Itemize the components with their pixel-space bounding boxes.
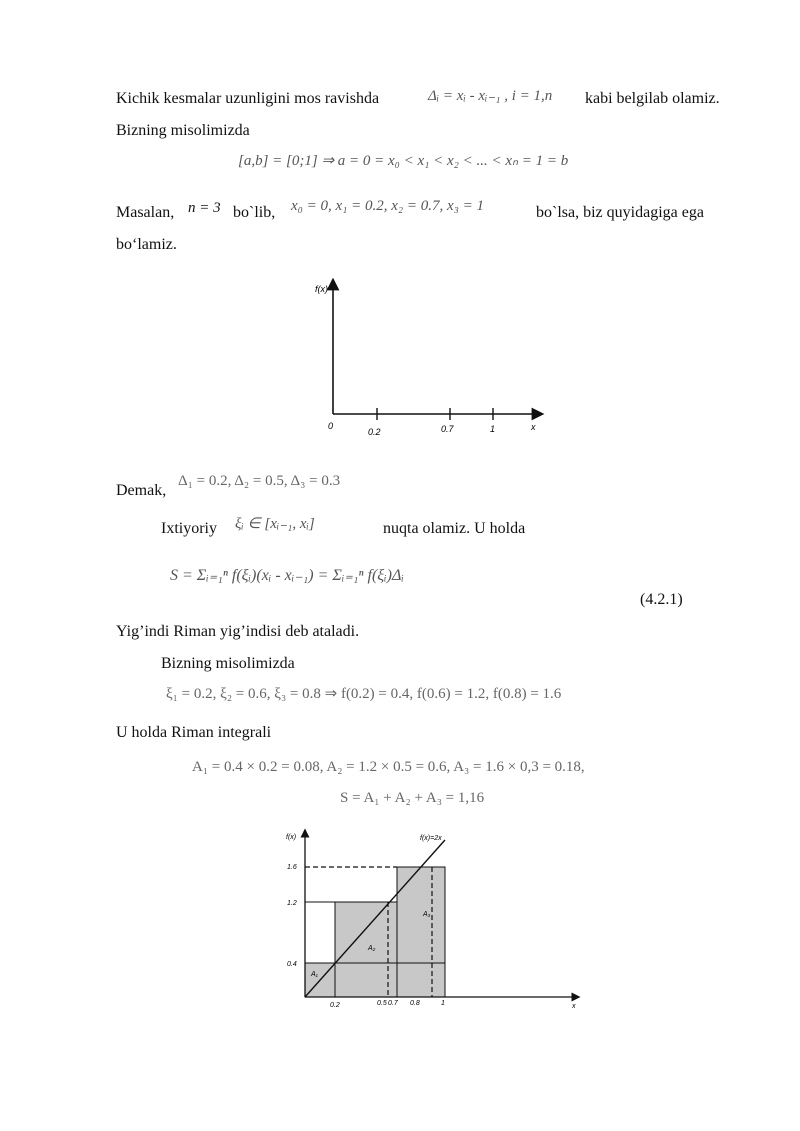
riemann-graph	[280, 825, 590, 1020]
text-bolsa: bo`lsa, biz quyidagiga ega	[536, 204, 704, 221]
formula-areas: A₁ = 0.4 × 0.2 = 0.08, A₂ = 1.2 × 0.5 = 0.6, A₃ = 1.6 × 0,3 = 0.18,	[192, 759, 585, 775]
x-tick-0.2: 0.2	[330, 1002, 340, 1009]
area-label-a2: A₂	[368, 945, 376, 952]
formula-xi: ξᵢ ∈ [xᵢ₋₁, xᵢ]	[235, 516, 315, 532]
area-label-a1: A₁	[311, 971, 318, 978]
text-ixtiyoriy: Ixtiyoriy	[161, 520, 217, 537]
formula-interval-partition: [a,b] = [0;1] ⇒ a = 0 = x₀ < x₁ < x₂ < ... < xₙ = 1 = b	[238, 153, 569, 169]
x-axis-label: x	[572, 1003, 576, 1010]
y-axis-label: f(x)	[286, 834, 297, 841]
paragraph-intro	[116, 89, 379, 109]
origin-label: 0	[328, 421, 334, 431]
formula-riemann-sum: S = Σᵢ₌₁ⁿ f(ξᵢ)(xᵢ - xᵢ₋₁) = Σᵢ₌₁ⁿ f(ξᵢ)Δᵢ	[170, 567, 404, 584]
text-riman-yigindi: Yig’indi Riman yig’indisi deb ataladi.	[116, 623, 360, 640]
formula-points: x₀ = 0, x₁ = 0.2, x₂ = 0.7, x₃ = 1	[291, 198, 484, 214]
formula-sum-total: S = A₁ + A₂ + A₃ = 1,16	[340, 790, 485, 806]
partition-graph	[300, 278, 560, 438]
y-tick-1.2: 1.2	[287, 900, 297, 907]
text-bolib: bo`lib,	[233, 204, 276, 221]
text-nuqta: nuqta olamiz. U holda	[383, 520, 526, 537]
formula-n: n = 3	[188, 200, 221, 216]
tick-label-0.2: 0.2	[368, 427, 381, 437]
y-tick-0.4: 0.4	[287, 961, 297, 968]
formula-sample-values: ξ₁ = 0.2, ξ₂ = 0.6, ξ₃ = 0.8 ⇒ f(0.2) = 0.4, f(0.6) = 1.2, f(0.8) = 1.6	[166, 686, 562, 702]
intro-text: Kichik kesmalar uzunligini mos ravishda	[116, 90, 380, 107]
text-bolamiz: bo‘lamiz.	[116, 236, 177, 253]
y-axis-label: f(x)	[315, 284, 328, 294]
paragraph-example: Bizning misolimizda	[116, 122, 250, 139]
intro-text-after: kabi belgilab olamiz.	[585, 90, 720, 107]
text-misolimizda: Bizning misolimizda	[161, 655, 295, 672]
x-tick-0.8: 0.8	[410, 1000, 420, 1007]
function-label: f(x)=2x	[420, 835, 442, 842]
x-axis-label: x	[531, 422, 536, 432]
x-tick-1: 1	[441, 1000, 445, 1007]
area-label-a3: A₃	[423, 911, 431, 918]
tick-label-1: 1	[490, 424, 496, 434]
text-masalan: Masalan,	[116, 204, 175, 221]
y-tick-1.6: 1.6	[287, 864, 297, 871]
x-tick-0.5: 0.5	[377, 1000, 387, 1007]
text-riman-integrali: U holda Riman integrali	[116, 724, 272, 741]
equation-number: (4.2.1)	[640, 591, 683, 608]
formula-deltas: Δ₁ = 0.2, Δ₂ = 0.5, Δ₃ = 0.3	[178, 473, 341, 489]
text-demak: Demak,	[116, 482, 167, 499]
x-tick-0.7: 0.7	[388, 1000, 398, 1007]
tick-label-0.7: 0.7	[441, 424, 454, 434]
formula-delta-def: Δᵢ = xᵢ - xᵢ₋₁ , i = 1,n	[428, 88, 553, 104]
